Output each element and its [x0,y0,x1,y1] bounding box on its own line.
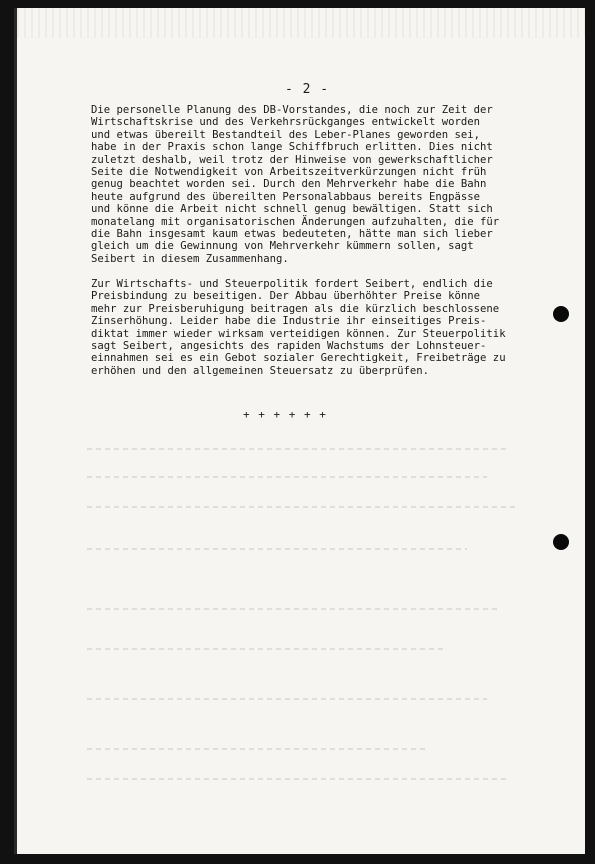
text-line: habe in der Praxis schon lange Schiffbruch erlitten. Dies nicht [91,141,493,154]
punch-hole [553,534,569,550]
text-line: monatelang mit organisatorischen Änderungen aufzuhalten, die für [91,215,500,228]
text-line: Zinserhöhung. Leider habe die Industrie ihr einseitiges Preis- [91,315,487,328]
text-line: erhöhen und den allgemeinen Steuersatz zu überprüfen. [91,364,430,377]
text-line: die Bahn insgesamt kaum etwas bedeuteten, hätte man sich lieber [91,228,493,241]
bleed-through-line [87,476,487,478]
text-line: genug beachtet worden sei. Durch den Mehrverkehr habe die Bahn [91,178,487,191]
bleed-through-line [87,448,507,450]
text-line: einnahmen sei es ein Gebot sozialer Gerechtigkeit, Freibeträge zu [91,352,506,365]
bleed-through-line [87,778,507,780]
section-separator: + + + + + + [243,408,327,421]
text-line: sagt Seibert, angesichts des rapiden Wachstums der Lohnsteuer- [91,340,487,353]
bleed-through-line [87,506,517,508]
page-number: - 2 - [285,82,330,97]
document-page [14,8,585,854]
bleed-through-line [87,748,427,750]
scan-noise [17,8,585,38]
bleed-through-line [87,608,497,610]
text-line: und könne die Arbeit nicht schnell genug bewältigen. Statt sich [91,203,493,216]
bleed-through-line [87,548,467,550]
text-line: zuletzt deshalb, weil trotz der Hinweise von gewerkschaftlicher [91,153,493,166]
bleed-through-line [87,698,487,700]
text-line: Seite die Notwendigkeit von Arbeitszeitverkürzungen nicht früh [91,166,487,179]
text-line: Seibert in diesem Zusammenhang. [91,252,289,265]
paragraph-1 [91,104,529,265]
text-line: Wirtschaftskrise und des Verkehrsrückganges entwickelt worden [91,116,481,129]
text-line: Die personelle Planung des DB-Vorstandes, die noch zur Zeit der [91,104,493,116]
text-line: mehr zur Preisberuhigung beitragen als die kürzlich beschlossene [91,302,500,315]
text-line: Preisbindung zu beseitigen. Der Abbau überhöhter Preise könne [91,290,481,303]
punch-hole [553,306,569,322]
bleed-through-line [87,648,447,650]
text-line: gleich um die Gewinnung von Mehrverkehr kümmern sollen, sagt [91,240,474,253]
text-line: Zur Wirtschafts- und Steuerpolitik fordert Seibert, endlich die [91,278,493,290]
text-line: heute aufgrund des übereilten Personalabbaus bereits Engpässe [91,190,481,203]
paragraph-2 [91,278,529,377]
text-line: und etwas übereilt Bestandteil des Leber-Planes geworden sei, [91,128,481,141]
text-line: diktat immer wieder wirksam verteidigen können. Zur Steuerpolitik [91,327,506,340]
